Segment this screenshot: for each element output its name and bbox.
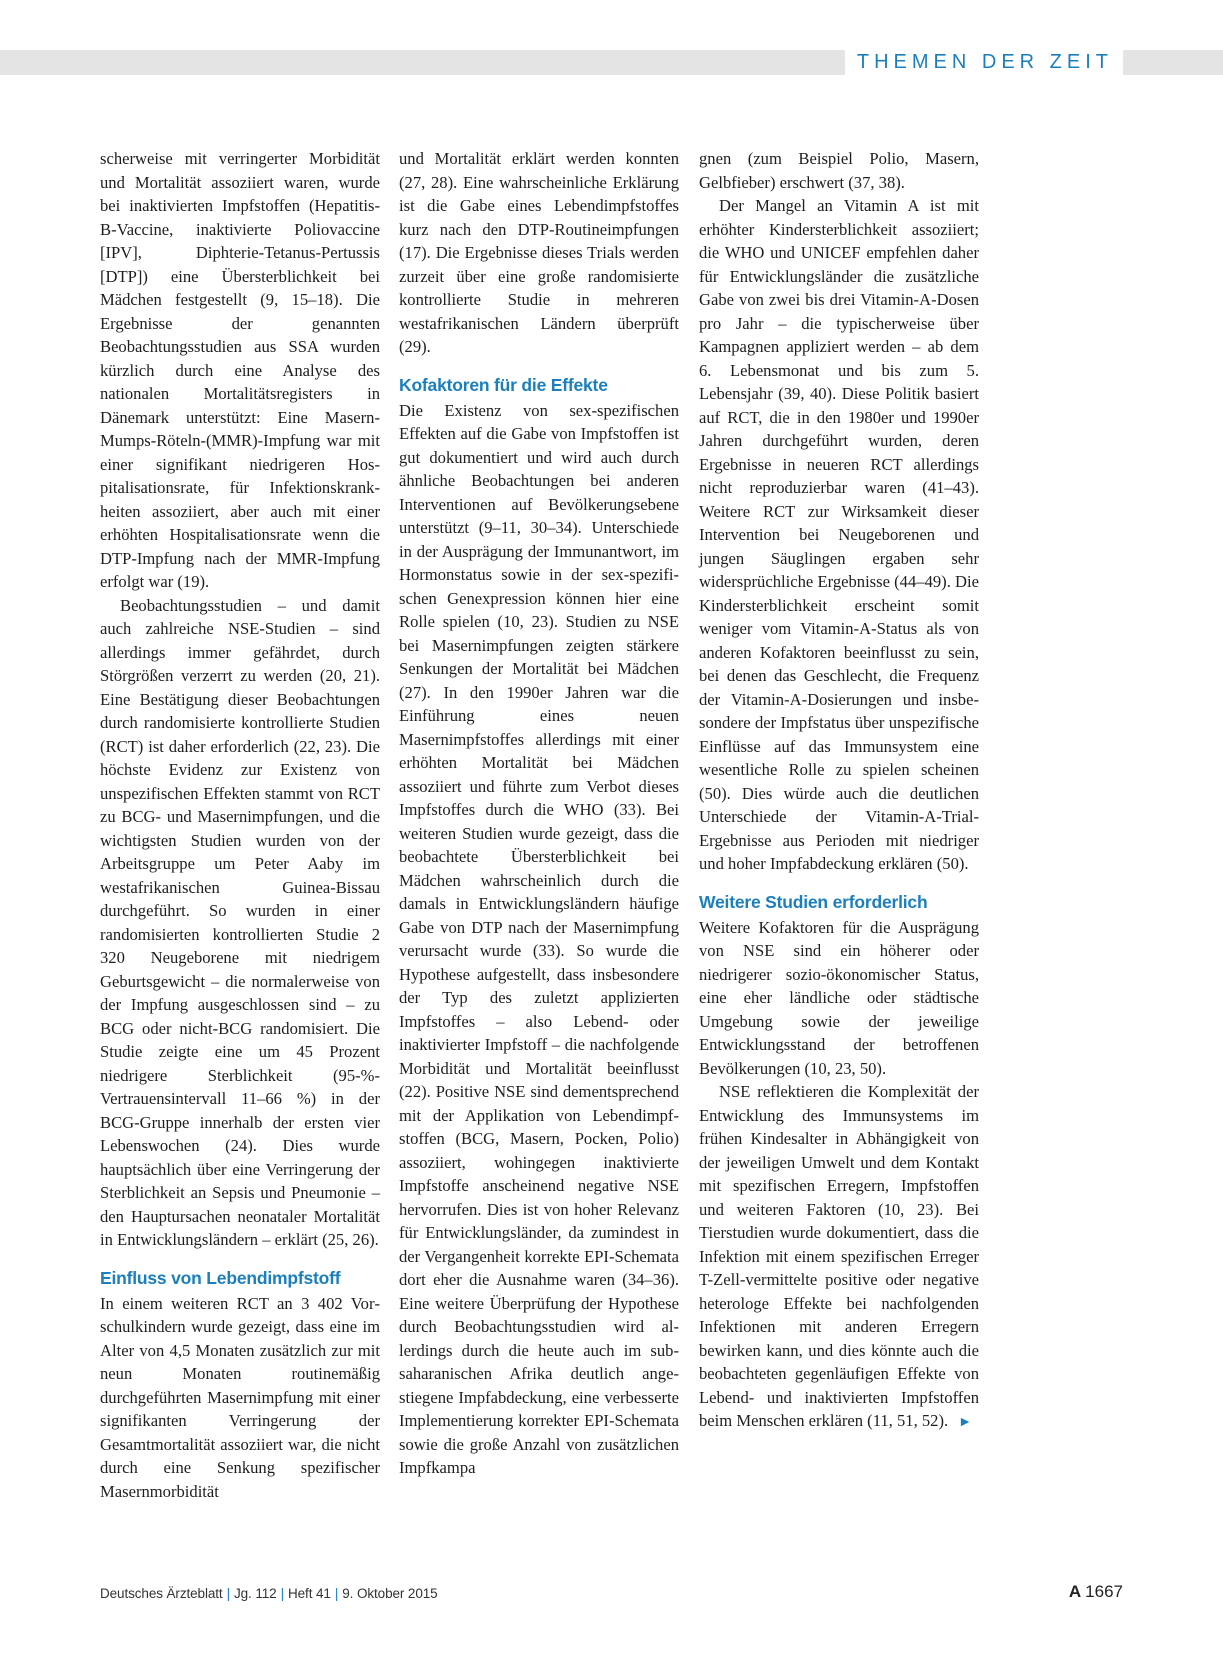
page-number xyxy=(1069,1582,1123,1602)
paragraph: scherweise mit verringerter Morbidität und Mortalität assoziiert waren, wurde bei inaktivierten Impfstoffen (Hepatitis-B-Vaccine, inaktivierte Poliovaccine [IPV], Diphterie-Tetanus-Pertussis [DTP]) eine Übersterblichkeit bei Mädchen festgestellt (9, 15–18). Die Ergebnisse der genannten Beobachtungsstudien aus SSA wurden kürzlich durch eine Analyse des nationalen Mortalitätsregisters in Dänemark unterstützt: Eine Masern-Mumps-Röteln-(MMR)-Impfung war mit einer signifikant niedrigeren Hospitalisationsrate, für Infektionskrankheiten assoziiert, aber auch mit einer erhöhten Hospitalisationsrate wenn die DTP-Impfung nach der MMR-Impfung erfolgt war (19). xyxy=(100,149,380,591)
section-heading: Weitere Studien erforderlich xyxy=(699,891,928,912)
section-heading: Einfluss von Lebendimpfstoff xyxy=(100,1267,341,1288)
paragraph: Die Existenz von sex-spezifischen Effekten auf die Gabe von Impfstoffen ist gut dokumentiert und wird auch durch ähnliche Beobachtungen bei anderen Interventionen auf Bevölkerungsebene unterstützt (9–11, 30–34). Unterschiede in der Ausprägung der Immunantwort, im Hormonstatus sowie in der sex-spezifischen Genexpression können hier eine Rolle spielen (10, 23). Studien zu NSE bei Masernimpfungen zeigten stärkere Senkungen der Mortalität bei Mädchen (27). In den 1990er Jahren war die Einführung eines neuen Masernimpfstoffes allerdings mit einer erhöhten Mortalität bei Mädchen assoziiert und führte zum Verbot dieses Impfstoffes durch die WHO (33). Bei weiteren Studien wurde gezeigt, dass die beobachtete Übersterblichkeit bei Mädchen wahrscheinlich durch die damals in Entwicklungsländern häufige Gabe von DTP nach der Masernimpfung verursacht wurde (33). So wurde die Hypothese aufgestellt, dass insbesondere der Typ des zuletzt applizierten Impfstoffes – also Lebend- oder inaktivierter Impfstoff – die nachfolgende Morbidität und Mortalität beeinflusst (22). Positive NSE sind dementsprechend mit der Applikation von Lebendimpfstoffen (BCG, Masern, Pocken, Polio) assoziiert, wohingegen inaktivierte Impfstoffe anscheinend negative NSE hervorrufen. Dies ist von hoher Relevanz für Entwicklungsländer, da zumindest in der Vergangenheit korrekte EPI-Schemata dort eher die Ausnahme waren (34–36). Eine weitere Überprüfung der Hypothese durch Beobachtungsstudien wird allerdings durch die heute auch im subsaharanischen Afrika deutlich angestiegene Impfabdeckung, eine verbesserte Implementierung korrekter EPI-Schemata sowie die große Anzahl von zusätzlichen Impfkampa xyxy=(399,400,679,1477)
column-3 xyxy=(699,147,979,1435)
page-prefix: A xyxy=(1068,1582,1082,1601)
section-heading: Kofaktoren für die Effekte xyxy=(399,374,608,395)
paragraph: und Mortalität erklärt werden konnten (27, 28). Eine wahrscheinliche Erklärung ist die Gabe eines Lebendimpfstoffes kurz nach den DTP-Routineimpfungen (17). Die Ergebnisse dieses Trials werden zurzeit über eine große randomisierte kontrollierte Studie in mehreren westafrikanischen Ländern überprüft (29). xyxy=(399,149,679,356)
column-2 xyxy=(399,147,679,1480)
separator: | xyxy=(226,1586,230,1601)
column-1 xyxy=(100,147,380,1503)
page-value: 1667 xyxy=(1085,1582,1123,1601)
volume: Jg. 112 xyxy=(233,1586,277,1601)
separator: | xyxy=(280,1586,284,1601)
section-title: THEMEN DER ZEIT xyxy=(845,50,1123,75)
paragraph-text: NSE reflektieren die Komplexität der Entwicklung des Immunsystems im frühen Kindesalter in Abhängigkeit von der jeweiligen Umwelt und dem Kontakt mit spezifischen Erregern, Impfstoffen und weiteren Faktoren (10, 23). Bei Tierstudien wurde dokumentiert, dass die Infektion mit einem spezifischen Erreger T-Zell-vermittelte positive oder negative heterologe Effekte bei nachfolgenden Infektionen mit anderen Erregern bewirken kann, und dies könnte auch die beobachteten gegenläufigen Effekte von Lebend- und inaktivierten Impfstoffen beim Menschen erklären (11, 51, 52). xyxy=(699,1082,979,1430)
paragraph: Weitere Kofaktoren für die Ausprägung von NSE sind ein höherer oder niedrigerer sozio-ökonomischer Status, eine eher ländliche oder städtische Umgebung sowie der jeweilige Entwicklungsstand der betroffenen Bevölkerungen (10, 23, 50). xyxy=(699,917,979,1078)
journal-name: Deutsches Ärzteblatt xyxy=(100,1586,223,1601)
paragraph: In einem weiteren RCT an 3 402 Vorschulkindern wurde gezeigt, dass eine im Alter von 4,5 Monaten zusätzlich zur mit neun Monaten routinemäßig durchgeführten Masernimpfung mit einer signifikanten Verringerung der Gesamtmortalität assoziiert war, die nicht durch eine Senkung spezifischer Masernmorbidität xyxy=(100,1293,380,1501)
footer-citation xyxy=(100,1586,438,1601)
paragraph: gnen (zum Beispiel Polio, Masern, Gelbfieber) erschwert (37, 38). xyxy=(699,149,979,192)
separator: | xyxy=(334,1586,339,1601)
continue-arrow-icon: ► xyxy=(958,1415,972,1430)
paragraph-last xyxy=(699,1080,979,1435)
paragraph: Beobachtungsstudien – und damit auch zahlreiche NSE-Studien – sind allerdings immer gefährdet, durch Störgrößen verzerrt zu werden (20, 21). Eine Bestätigung dieser Beobachtungen durch randomisierte kontrollierte Studien (RCT) ist daher erforderlich (22, 23). Die höchste Evidenz zur Existenz von unspezifischen Effekten stammt von RCT zu BCG- und Masernimpfungen, und die wichtigsten Studien wurden von der Arbeitsgruppe um Peter Aaby im westafrikanischen Guinea-Bissau durchgeführt. So wurden in einer randomisierten kontrollierten Studie 2 320 Neugeborene mit niedrigem Geburtsgewicht – die normalerweise von der Impfung ausgeschlossen sind – zu BCG oder nicht-BCG randomisiert. Die Studie zeigte eine um 45 Prozent niedrigere Sterblichkeit (95-%-Vertrauensintervall 11–66 %) in der BCG-Gruppe innerhalb der ersten vier Lebenswochen (24). Dies wurde hauptsächlich über eine Verringerung der Sterblichkeit an Sepsis und Pneumonie – den Hauptursachen neonataler Mortalität in Entwicklungsländern – erklärt (25, 26). xyxy=(100,595,380,1249)
issue: Heft 41 xyxy=(288,1586,331,1601)
date: 9. Oktober 2015 xyxy=(342,1586,438,1601)
paragraph: Der Mangel an Vitamin A ist mit erhöhter Kindersterblichkeit assoziiert; die WHO und UNICEF empfehlen daher für Entwicklungsländer die zusätzliche Gabe von zwei bis drei Vitamin-A-Dosen pro Jahr – die typischerweise über Kampagnen appliziert werden – ab dem 6. Lebensmonat und bis zum 5. Lebensjahr (39, 40). Diese Politik basiert auf RCT, die in den 1980er und 1990er Jahren durchgeführt wurden, deren Ergebnisse in neueren RCT allerdings nicht reproduzierbar waren (41–43). Weitere RCT zur Wirksamkeit dieser Intervention bei Neugeborenen und jungen Säuglingen ergaben sehr widersprüchliche Ergebnisse (44–49). Die Kindersterblichkeit erscheint somit weniger vom Vitamin-A-Status als von anderen Kofaktoren beeinflusst zu sein, bei denen das Geschlecht, die Frequenz der Vitamin-A-Dosierungen und insbesondere der Impfstatus über unspezifische Einflüsse auf das Immunsystem eine wesentliche Rolle zu spielen scheinen (50). Dies würde auch die deutlichen Unterschiede der Vitamin-A-Trial-Ergebnisse aus Perioden mit niedriger und hoher Impfabdeckung erklären (50). xyxy=(699,196,979,873)
